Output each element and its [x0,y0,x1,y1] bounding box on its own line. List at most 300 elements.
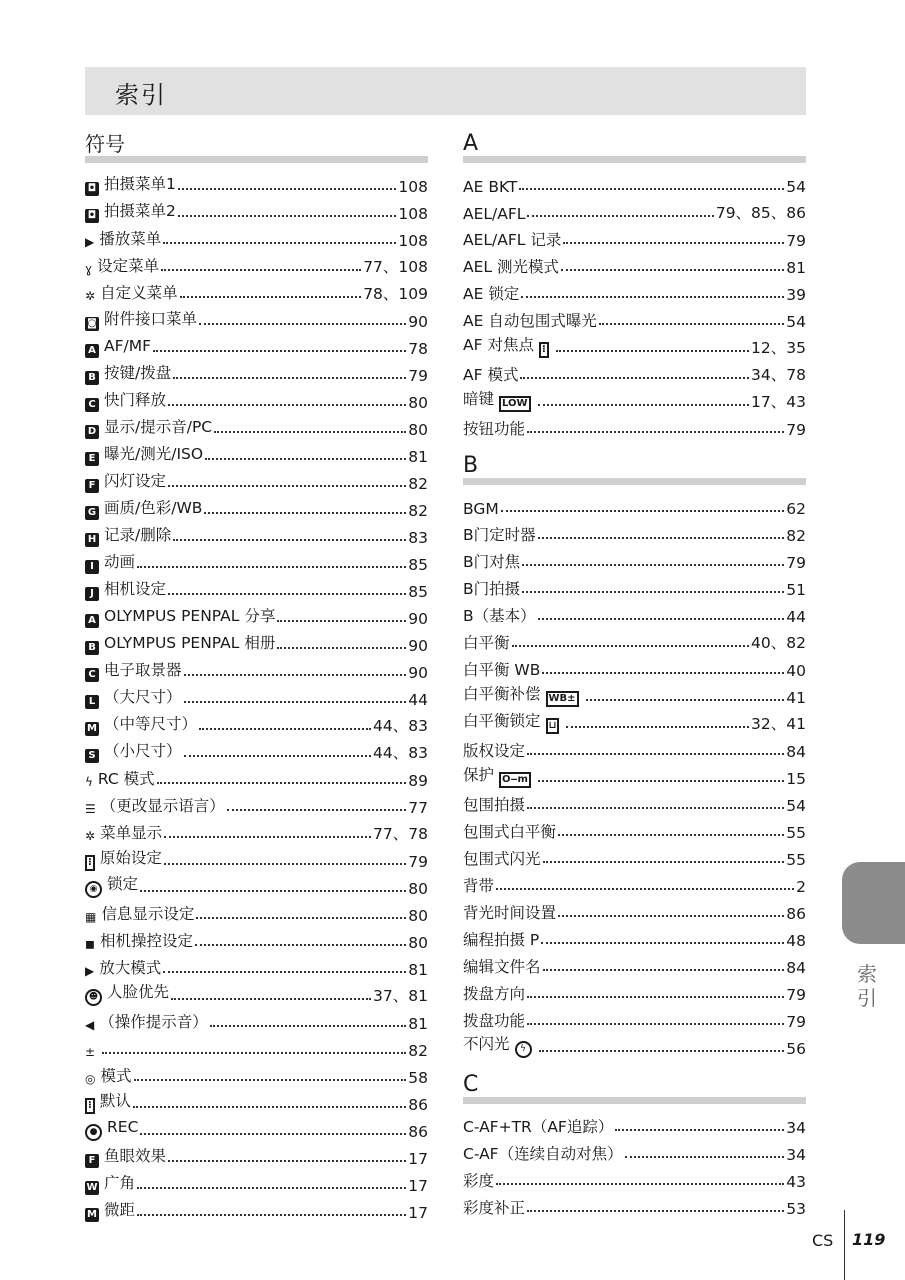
entry-label: 不闪光 ϟ [463,1032,537,1058]
index-entry[interactable] [463,734,806,761]
entry-page: 79、85、86 [715,204,806,222]
entry-page: 84 [786,743,806,761]
entry-label: 包围拍摄 [463,796,526,814]
record-icon: ● [85,1124,102,1141]
menu-display-icon: ✲ [85,829,96,843]
leader-dots [543,860,785,863]
flash-off-icon: ϟ [515,1041,532,1058]
custom-gear-icon: ✲ [85,289,96,303]
leader-dots [137,1213,406,1216]
leader-dots [538,617,785,620]
entry-label: 拨盘方向 [463,985,526,1003]
index-entry[interactable] [85,736,428,763]
page-title: 索引 [115,81,167,109]
entry-page: 54 [786,313,806,331]
index-entry[interactable] [85,952,428,979]
size-small-icon: S [85,749,99,763]
leader-dots [522,563,784,566]
entry-page: 39 [786,286,806,304]
entry-page: 44、83 [373,744,428,762]
fisheye-icon: F [85,1154,99,1168]
leader-dots [501,509,785,512]
leader-dots [153,349,406,352]
footer-page-number: 119 [852,1230,886,1249]
entry-page: 90 [408,637,428,655]
leader-dots [543,968,785,971]
entry-page: 82 [408,475,428,493]
entry-page: 86 [408,1123,428,1141]
index-entry[interactable] [463,707,806,734]
macro-icon: M [85,1208,99,1222]
entry-label: BGM [463,500,499,518]
entry-label: ◼ 相机操控设定 [85,932,193,951]
leader-dots [586,698,785,701]
leader-dots [210,1024,407,1027]
beep-sound-icon: ◀ [85,1018,95,1032]
entry-label: 白平衡 [463,634,510,652]
leader-dots [205,457,406,460]
key-icon: O‒m [499,772,531,788]
entry-page: 77 [408,799,428,817]
entry-page: 41 [786,689,806,707]
leader-dots [227,808,406,811]
leader-dots [561,268,784,271]
leader-dots [522,590,784,593]
entry-page: 85 [408,556,428,574]
index-entry[interactable] [85,331,428,358]
entry-label: ϟ RC 模式 [85,770,155,789]
wide-angle-icon: W [86,1182,98,1193]
index-entry[interactable] [85,925,428,952]
entry-page: 2 [796,878,806,896]
index-entry[interactable] [463,385,806,412]
leader-dots [558,914,784,917]
entry-label: 白平衡锁定 ⊔ [463,709,564,734]
index-entry[interactable] [85,1087,428,1114]
index-entry[interactable] [85,655,428,682]
index-entry[interactable] [463,977,806,1004]
index-column-left [85,132,428,1222]
entry-page: 79 [786,1013,806,1031]
wb-lock-icon: ⊔ [546,718,560,734]
index-entry[interactable] [463,788,806,815]
entry-label: A OLYMPUS PENPAL 分享 [85,604,275,628]
section-heading-c: C [463,1073,806,1104]
entry-label: ◘ 拍摄菜单1 [85,172,176,196]
leader-dots [173,538,406,541]
default-frame-icon: ⁝ [85,1098,95,1114]
entry-label: 拨盘功能 [463,1012,526,1030]
leader-dots [527,214,713,217]
camera-menu-2-icon: ◘ [85,209,99,223]
leader-dots [625,1155,785,1158]
leader-dots [195,943,406,946]
entry-label: AE 锁定 [463,285,520,303]
entry-page: 55 [786,851,806,869]
entry-label: 彩度 [463,1172,495,1190]
af-frame-icon: ⁝ [85,855,95,871]
index-entry[interactable] [463,599,806,626]
entry-label: B（基本） [463,607,536,625]
index-entry[interactable] [85,466,428,493]
entry-page: 79 [408,367,428,385]
flash-exposure-icon: ± [85,1045,96,1059]
entry-page: 90 [408,664,428,682]
entry-page: 82 [408,502,428,520]
footer-language: CS [812,1231,834,1250]
entry-label: W 广角 [86,1174,136,1193]
custom-c-icon: C [85,398,99,412]
entry-page: 62 [786,500,806,518]
leader-dots [171,997,371,1000]
index-entry[interactable] [85,682,428,709]
custom-j-icon: J [85,587,99,601]
index-entry[interactable] [463,250,806,277]
entry-page: 79 [786,986,806,1004]
entry-label: C 快门释放 [85,388,166,412]
index-entry[interactable] [85,1141,428,1168]
leader-dots [140,1132,406,1135]
custom-b-icon: B [85,371,99,385]
leader-dots [168,1159,406,1162]
entry-label: ◘ 拍摄菜单2 [85,199,176,223]
index-entry[interactable] [463,896,806,923]
entry-page: 54 [786,178,806,196]
entry-page: 79 [786,421,806,439]
lock-dial-icon: ◉ [85,881,102,898]
leader-dots [563,241,784,244]
entry-page: 77、78 [373,825,428,843]
entry-page: 40 [786,662,806,680]
leader-dots [163,241,396,244]
index-entry[interactable] [463,304,806,331]
leader-dots [184,754,372,757]
index-column-right [463,132,806,1218]
entry-page: 34 [786,1146,806,1164]
entry-page: 34、78 [751,366,806,384]
index-entry[interactable] [85,169,428,196]
index-entry[interactable] [85,196,428,223]
index-entry[interactable] [463,412,806,439]
index-entry[interactable] [85,439,428,466]
leader-dots [168,484,406,487]
section-heading-b: B [463,454,806,485]
entry-page: 82 [408,1042,428,1060]
index-entry[interactable] [85,277,428,304]
viewfinder-c-icon: C [85,668,99,682]
entry-label: J 相机设定 [85,577,166,601]
index-entry[interactable] [463,491,806,518]
index-entry[interactable] [85,1006,428,1033]
custom-f-icon: F [85,479,99,493]
penpal-a-icon: A [85,614,99,628]
index-entry[interactable] [463,680,806,707]
index-entry[interactable] [85,871,428,898]
entry-page: 12、35 [751,339,806,357]
entry-label: ▶ 播放菜单 [85,230,162,249]
entry-label: AEL/AFL 记录 [463,231,562,249]
entry-label: ⁝ 原始设定 [85,846,162,871]
entry-label: ✲ 自定义菜单 [85,284,178,303]
leader-dots [512,644,750,647]
size-medium-icon: M [85,722,99,736]
index-entry[interactable] [85,763,428,790]
entry-page: 80 [408,394,428,412]
entry-label: 编程拍摄 P [463,931,540,949]
entry-page: 54 [786,797,806,815]
index-entry[interactable] [463,950,806,977]
section-heading-symbols: 符号 [85,132,428,163]
entry-label: I 动画 [85,550,135,574]
entry-page: 58 [408,1069,428,1087]
entry-page: 44 [786,608,806,626]
entry-label: 白平衡补偿 WB± [463,682,584,707]
index-entry[interactable] [463,653,806,680]
language-icon: ☰ [85,802,96,816]
leader-dots [178,214,397,217]
entry-page: 81 [408,1015,428,1033]
leader-dots [157,781,407,784]
leader-dots [538,403,749,406]
index-entry[interactable] [85,1114,428,1141]
entry-label: 暗键 LOW [463,387,536,412]
index-entry[interactable] [85,574,428,601]
entry-page: 80 [408,421,428,439]
entry-page: 77、108 [363,258,428,276]
index-entry[interactable] [463,169,806,196]
index-entry[interactable] [85,250,428,277]
leader-dots [168,403,406,406]
entry-label: E 曝光/测光/ISO [85,442,203,466]
entry-label: ◙ 附件接口菜单 [85,307,197,331]
index-entry[interactable] [463,1031,806,1058]
section-heading-a: A [463,132,806,163]
index-entry[interactable] [85,1168,428,1195]
leader-dots [541,941,784,944]
leader-dots [527,1022,784,1025]
entry-label: AF 模式 [463,366,519,384]
index-entry[interactable] [85,223,428,250]
custom-e-icon: E [85,452,99,466]
entry-label: 按钮功能 [463,420,526,438]
leader-dots [527,430,784,433]
leader-dots [204,511,406,514]
index-entry[interactable] [85,385,428,412]
entry-label: ⁝ 默认 [85,1089,131,1114]
entry-page: 51 [786,581,806,599]
magnify-playback-icon: ▶ [85,964,95,978]
index-entry[interactable] [85,790,428,817]
entry-label: D 显示/提示音/PC [85,415,212,439]
leader-dots [134,1078,407,1081]
entry-label: AE BKT [463,178,518,196]
movie-mode-icon: ◎ [85,1072,96,1086]
index-entry[interactable] [85,817,428,844]
leader-dots [196,916,406,919]
entry-label: 背光时间设置 [463,904,557,922]
leader-dots [538,779,784,782]
index-entry[interactable] [463,815,806,842]
custom-h-icon: H [85,533,99,547]
entry-label: 彩度补正 [463,1199,526,1217]
index-entry[interactable] [85,979,428,1006]
leader-dots [163,970,406,973]
entry-label: B 按键/拨盘 [85,361,171,385]
leader-dots [519,187,784,190]
index-entry[interactable] [463,842,806,869]
index-entry[interactable] [85,493,428,520]
entry-label: ◀ （操作提示音） [85,1013,208,1032]
custom-a-icon: A [85,344,99,358]
entry-label: AEL 测光模式 [463,258,559,276]
index-entry[interactable] [85,412,428,439]
entry-label: 保护 O‒m [463,763,536,788]
index-entry[interactable] [463,572,806,599]
entry-label: F 闪灯设定 [85,469,166,493]
footer-divider [844,1210,845,1280]
custom-i-icon: I [85,560,99,574]
entry-label: ▦ 信息显示设定 [85,905,195,924]
index-entry[interactable] [463,1137,806,1164]
entry-page: 79 [408,853,428,871]
index-entry[interactable] [85,358,428,385]
index-entry[interactable] [85,1033,428,1060]
entry-page: 108 [398,232,428,250]
entry-page: 108 [398,205,428,223]
leader-dots [527,806,784,809]
index-entry[interactable] [85,898,428,925]
leader-dots [520,376,749,379]
leader-dots [184,700,407,703]
entry-label: H 记录/删除 [85,523,171,547]
entry-label: B门定时器 [463,526,536,544]
index-entry[interactable] [463,1004,806,1031]
index-entry[interactable] [463,196,806,223]
entry-label: B门拍摄 [463,580,521,598]
info-display-icon: ▦ [85,910,97,924]
index-entry[interactable] [463,223,806,250]
entry-page: 86 [408,1096,428,1114]
entry-label: M （中等尺寸） [85,712,197,736]
entry-label: ▶ 放大模式 [85,959,162,978]
index-entry[interactable] [463,358,806,385]
index-entry[interactable] [463,277,806,304]
leader-dots [538,536,785,539]
index-entry[interactable] [85,520,428,547]
leader-dots [140,889,406,892]
entry-label: C 电子取景器 [85,658,182,682]
entry-label: 背带 [463,877,495,895]
flash-bolt-icon: ϟ [85,775,93,789]
leader-dots [496,887,794,890]
entry-label: 包围式白平衡 [463,823,557,841]
leader-dots [527,752,784,755]
index-entry[interactable] [463,331,806,358]
index-entry[interactable] [85,601,428,628]
entry-page: 80 [408,907,428,925]
entry-label: G 画质/色彩/WB [85,496,202,520]
symbol-entries [85,169,428,1222]
entry-page: 80 [408,934,428,952]
size-large-icon: L [85,695,99,709]
leader-dots [180,295,362,298]
entry-label: ☰ （更改显示语言） [85,797,225,816]
accessory-port-icon: ◙ [85,317,99,331]
index-entry[interactable] [85,628,428,655]
leader-dots [164,862,406,865]
entry-page: 90 [408,313,428,331]
leader-dots [161,268,361,271]
index-entry[interactable] [463,626,806,653]
entry-label: ✲ 菜单显示 [85,824,163,843]
entry-page: 15 [786,770,806,788]
entry-page: 81 [408,961,428,979]
entry-page: 85 [408,583,428,601]
entry-page: 40、82 [751,634,806,652]
index-entry[interactable] [85,547,428,574]
entry-page: 17 [408,1177,428,1195]
entry-page: 37、81 [373,987,428,1005]
leader-dots [527,995,784,998]
index-entry[interactable] [463,545,806,572]
entry-page: 34 [786,1119,806,1137]
leader-dots [184,673,407,676]
entry-page: 89 [408,772,428,790]
index-entry[interactable] [85,304,428,331]
leader-dots [277,619,406,622]
leader-dots [137,1186,406,1189]
entry-label: ● REC [85,1118,138,1141]
entry-label: S （小尺寸） [85,739,182,763]
index-entry[interactable] [85,844,428,871]
penpal-b-icon: B [85,641,99,655]
index-entry[interactable] [463,923,806,950]
entry-page: 84 [786,959,806,977]
entry-page: 43 [786,1173,806,1191]
entry-page: 55 [786,824,806,842]
index-entry[interactable] [463,1110,806,1137]
leader-dots [168,592,406,595]
camera-control-icon: ◼ [85,937,95,951]
index-entry[interactable] [85,1060,428,1087]
entry-label: ◉ 锁定 [85,872,138,898]
entry-page: 44、83 [373,717,428,735]
index-entry[interactable] [85,709,428,736]
side-tab-label: 索引 [857,962,877,1010]
entry-page: 81 [408,448,428,466]
index-entry[interactable] [463,1191,806,1218]
index-side-tab[interactable] [842,862,905,944]
leader-dots [599,322,784,325]
index-entry[interactable] [463,761,806,788]
entry-page: 78 [408,340,428,358]
index-entry[interactable] [463,518,806,545]
index-entry[interactable] [463,1164,806,1191]
page-title-bar [85,67,806,115]
playback-icon: ▶ [85,235,95,249]
leader-dots [277,646,406,649]
index-entry[interactable] [463,869,806,896]
face-priority-icon: ☻ [85,989,102,1006]
entry-label: F 鱼眼效果 [85,1144,166,1168]
leader-dots [133,1105,406,1108]
index-entry[interactable] [85,1195,428,1222]
entry-page: 17、43 [751,393,806,411]
entry-label: B OLYMPUS PENPAL 相册 [85,631,275,655]
entry-label: ɣ 设定菜单 [85,257,160,276]
leader-dots [521,295,784,298]
entry-page: 44 [408,691,428,709]
